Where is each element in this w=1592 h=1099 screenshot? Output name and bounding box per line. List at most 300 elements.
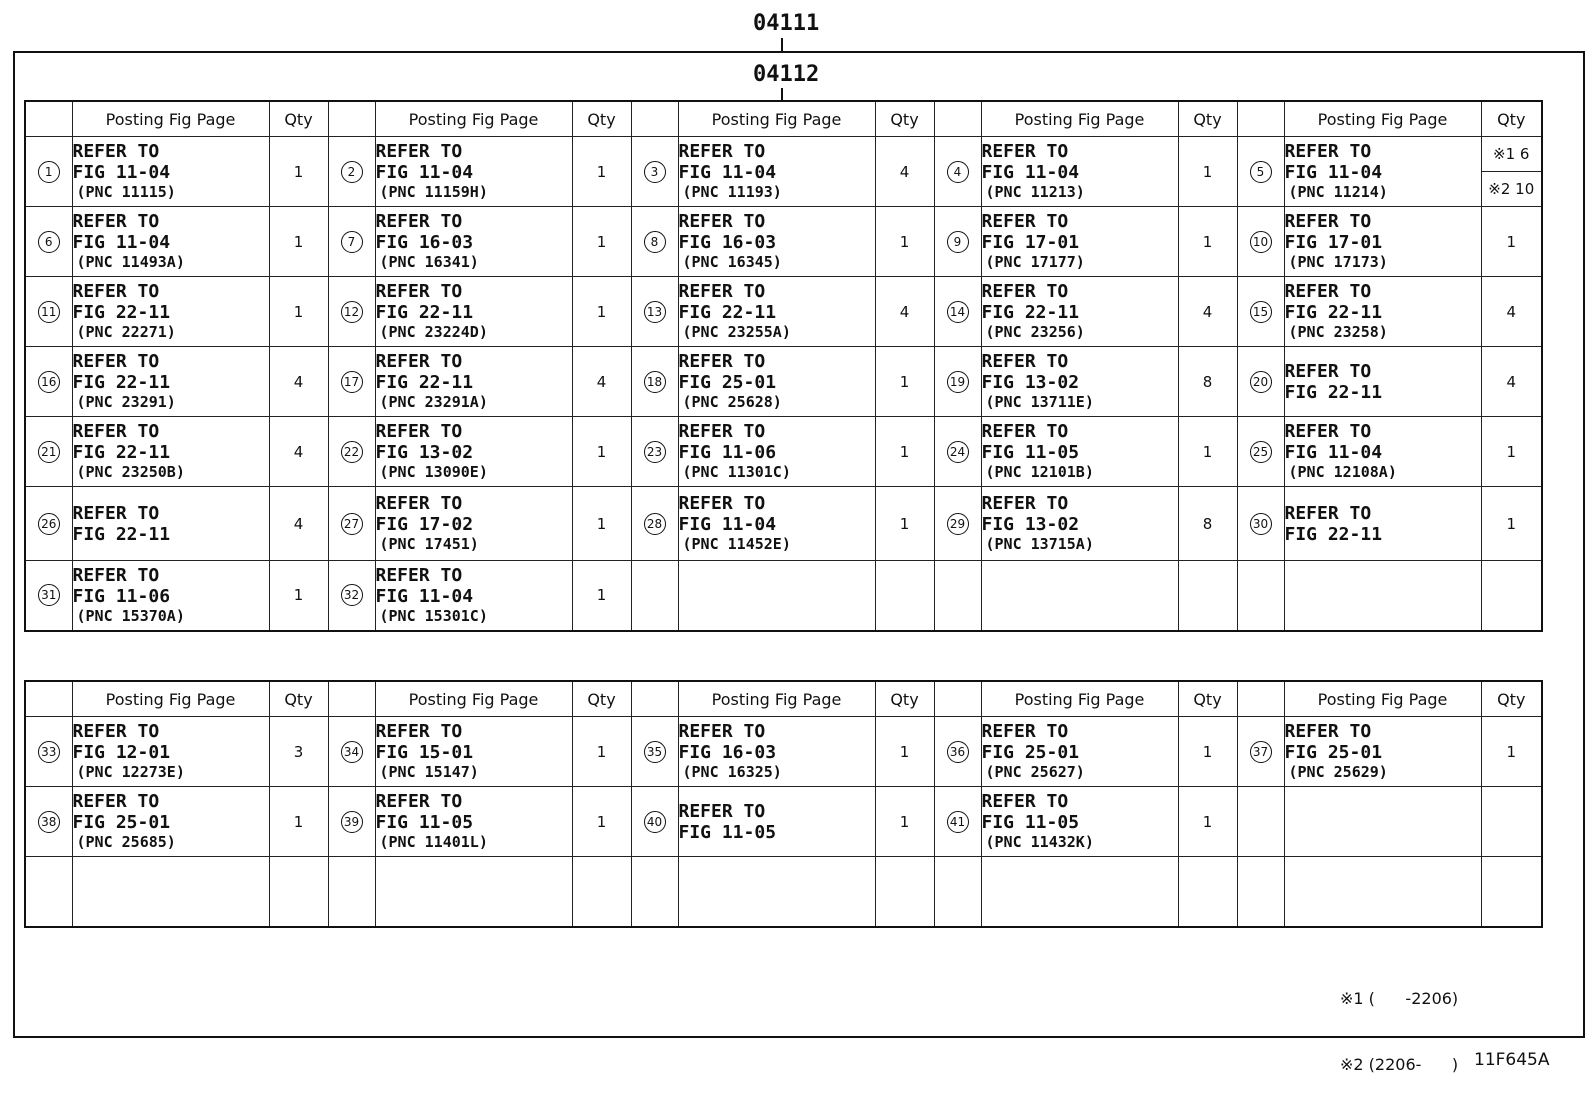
reference-cell	[981, 207, 1178, 277]
item-number-circle: 3	[644, 161, 666, 183]
item-number-circle: 18	[644, 371, 666, 393]
header-qty: Qty	[1481, 681, 1542, 717]
item-number-cell	[934, 487, 981, 561]
item-number-cell	[1237, 487, 1284, 561]
item-number-cell	[25, 561, 72, 631]
refer-text: REFER TO	[1284, 211, 1372, 232]
reference-cell	[678, 787, 875, 857]
qty-cell: 1	[875, 417, 934, 487]
item-number-cell	[25, 347, 72, 417]
refer-text: REFER TO	[678, 211, 766, 232]
item-number-circle: 14	[947, 301, 969, 323]
item-number-cell	[631, 717, 678, 787]
qty-cell	[1178, 561, 1237, 631]
pnc-reference: (PNC 13711E)	[985, 393, 1094, 411]
item-number-circle: 19	[947, 371, 969, 393]
item-number-cell	[631, 487, 678, 561]
qty-cell: 1	[1481, 417, 1542, 487]
item-number-circle: 40	[644, 811, 666, 833]
item-number-circle: 29	[947, 513, 969, 535]
reference-cell	[981, 487, 1178, 561]
item-number-circle: 24	[947, 441, 969, 463]
header-qty: Qty	[1481, 101, 1542, 137]
item-number-cell	[934, 717, 981, 787]
pnc-reference: (PNC 15301C)	[379, 606, 488, 625]
table-row	[25, 277, 1542, 347]
fig-reference: FIG 25-01	[72, 812, 171, 833]
fig-reference: FIG 22-11	[981, 302, 1080, 323]
fig-reference: FIG 25-01	[678, 372, 777, 393]
fig-reference: FIG 11-04	[375, 162, 474, 183]
qty-cell: 1	[572, 137, 631, 207]
item-number-circle: 27	[341, 513, 363, 535]
qty-cell: 1	[1481, 717, 1542, 787]
header-posting: Posting Fig Page	[678, 101, 875, 137]
qty-cell: 3	[269, 717, 328, 787]
item-number-cell	[934, 347, 981, 417]
item-number-circle: 25	[1250, 441, 1272, 463]
pnc-reference: (PNC 23291A)	[379, 393, 488, 411]
fig-reference: FIG 13-02	[981, 514, 1080, 535]
qty-cell: 4	[572, 347, 631, 417]
item-number-cell	[934, 561, 981, 631]
fig-reference: FIG 22-11	[72, 372, 171, 393]
pnc-reference: (PNC 13715A)	[985, 535, 1094, 553]
item-number-circle: 8	[644, 231, 666, 253]
qty-cell: 1	[269, 137, 328, 207]
qty-cell: 1	[572, 717, 631, 787]
fig-reference: FIG 11-04	[1284, 162, 1383, 183]
table-row	[25, 417, 1542, 487]
pnc-reference: (PNC 15147)	[379, 763, 479, 781]
pnc-reference: (PNC 25628)	[682, 393, 782, 411]
qty-cell: 4	[1178, 277, 1237, 347]
refer-text: REFER TO	[72, 564, 160, 586]
refer-text: REFER TO	[678, 141, 766, 162]
pnc-reference: (PNC 12101B)	[985, 463, 1094, 481]
item-number-cell	[1237, 137, 1284, 207]
header-num	[328, 101, 375, 137]
item-number-circle: 15	[1250, 301, 1272, 323]
reference-cell	[678, 487, 875, 561]
refer-text: REFER TO	[375, 721, 463, 742]
fig-reference: FIG 11-05	[375, 812, 474, 833]
figure-code: 11F645A	[1474, 1050, 1550, 1070]
fig-reference: FIG 15-01	[375, 742, 474, 763]
header-num	[25, 101, 72, 137]
reference-cell	[1284, 857, 1481, 927]
item-number-cell	[25, 277, 72, 347]
pnc-reference: (PNC 25627)	[985, 763, 1085, 781]
reference-cell	[72, 561, 269, 631]
reference-cell	[1284, 137, 1481, 207]
qty-cell: 4	[875, 137, 934, 207]
item-number-circle: 4	[947, 161, 969, 183]
pnc-reference: (PNC 13090E)	[379, 463, 488, 481]
item-number-cell	[328, 347, 375, 417]
pnc-reference: (PNC 12108A)	[1288, 463, 1397, 481]
qty-cell: 1	[875, 487, 934, 561]
fig-reference: FIG 17-01	[981, 232, 1080, 253]
refer-text: REFER TO	[981, 351, 1069, 372]
reference-cell	[1284, 207, 1481, 277]
item-number-circle: 34	[341, 741, 363, 763]
qty-cell: 8	[1178, 487, 1237, 561]
header-num	[25, 681, 72, 717]
header-posting: Posting Fig Page	[375, 681, 572, 717]
item-number-circle: 22	[341, 441, 363, 463]
fig-reference: FIG 16-03	[375, 232, 474, 253]
fig-reference: FIG 22-11	[72, 442, 171, 463]
item-number-cell	[25, 857, 72, 927]
pnc-reference: (PNC 11432K)	[985, 833, 1094, 851]
refer-text: REFER TO	[72, 141, 160, 162]
qty-cell	[875, 857, 934, 927]
item-number-cell	[328, 787, 375, 857]
reference-cell	[375, 277, 572, 347]
refer-text: REFER TO	[981, 211, 1069, 232]
refer-text: REFER TO	[1284, 502, 1372, 524]
header-qty: Qty	[572, 681, 631, 717]
qty-cell: 1	[1178, 207, 1237, 277]
fig-reference: FIG 13-02	[981, 372, 1080, 393]
refer-text: REFER TO	[981, 421, 1069, 442]
fig-reference: FIG 11-05	[981, 812, 1080, 833]
item-number-cell	[1237, 857, 1284, 927]
item-number-circle: 17	[341, 371, 363, 393]
refer-text: REFER TO	[981, 281, 1069, 302]
qty-cell: 1	[572, 277, 631, 347]
table-row	[25, 137, 1542, 207]
item-number-cell	[934, 787, 981, 857]
table-row	[25, 347, 1542, 417]
reference-cell	[678, 347, 875, 417]
item-number-cell	[1237, 347, 1284, 417]
reference-cell	[72, 417, 269, 487]
qty-cell: 1	[572, 787, 631, 857]
fig-reference: FIG 11-04	[375, 585, 474, 607]
pnc-reference: (PNC 23291)	[76, 393, 176, 411]
reference-cell	[72, 347, 269, 417]
pnc-reference: (PNC 23256)	[985, 323, 1085, 341]
qty-cell: 1	[572, 207, 631, 277]
qty-variant: ※1 6	[1493, 145, 1530, 163]
qty-cell: 4	[269, 487, 328, 561]
item-number-cell	[631, 561, 678, 631]
refer-text: REFER TO	[375, 421, 463, 442]
item-number-circle: 7	[341, 231, 363, 253]
header-posting: Posting Fig Page	[375, 101, 572, 137]
item-number-cell	[328, 277, 375, 347]
refer-text: REFER TO	[72, 211, 160, 232]
refer-text: REFER TO	[1284, 281, 1372, 302]
pnc-reference: (PNC 16341)	[379, 253, 479, 271]
item-number-cell	[1237, 787, 1284, 857]
pnc-reference: (PNC 23224D)	[379, 323, 488, 341]
refer-text: REFER TO	[375, 351, 463, 372]
refer-text: REFER TO	[1284, 421, 1372, 442]
qty-cell: 1	[1178, 787, 1237, 857]
reference-cell	[1284, 417, 1481, 487]
note-2: ※2 (2206- )	[1340, 1055, 1459, 1074]
refer-text: REFER TO	[375, 791, 463, 812]
refer-text: REFER TO	[981, 141, 1069, 162]
refer-text: REFER TO	[72, 721, 160, 742]
reference-cell	[678, 561, 875, 631]
qty-cell: 4	[269, 417, 328, 487]
header-num	[631, 101, 678, 137]
item-number-circle: 39	[341, 811, 363, 833]
fig-reference: FIG 11-04	[1284, 442, 1383, 463]
item-number-cell	[25, 207, 72, 277]
reference-cell	[981, 857, 1178, 927]
qty-split-cell	[1481, 137, 1542, 207]
item-number-circle: 6	[38, 231, 60, 253]
refer-text: REFER TO	[72, 791, 160, 812]
pnc-reference: (PNC 25685)	[76, 833, 176, 851]
reference-cell	[375, 137, 572, 207]
refer-text: REFER TO	[981, 493, 1069, 514]
header-posting: Posting Fig Page	[981, 681, 1178, 717]
item-number-cell	[1237, 417, 1284, 487]
item-number-circle: 13	[644, 301, 666, 323]
reference-cell	[981, 717, 1178, 787]
item-number-cell	[934, 417, 981, 487]
item-number-cell	[631, 277, 678, 347]
qty-cell: 8	[1178, 347, 1237, 417]
item-number-circle: 35	[644, 741, 666, 763]
posting-table-1	[24, 100, 1543, 632]
fig-reference: FIG 22-11	[375, 302, 474, 323]
item-number-circle: 16	[38, 371, 60, 393]
fig-reference: FIG 22-11	[72, 302, 171, 323]
qty-cell	[1481, 561, 1542, 631]
reference-cell	[981, 347, 1178, 417]
fig-reference: FIG 22-11	[375, 372, 474, 393]
item-number-circle: 12	[341, 301, 363, 323]
item-number-circle: 9	[947, 231, 969, 253]
header-qty: Qty	[1178, 681, 1237, 717]
refer-text: REFER TO	[678, 421, 766, 442]
header-num	[1237, 101, 1284, 137]
qty-cell	[269, 857, 328, 927]
item-number-circle: 26	[38, 513, 60, 535]
reference-cell	[1284, 347, 1481, 417]
pnc-reference: (PNC 11493A)	[76, 253, 185, 271]
leader-outer	[781, 38, 783, 51]
qty-cell: 4	[875, 277, 934, 347]
qty-cell	[572, 857, 631, 927]
qty-cell: 1	[875, 787, 934, 857]
fig-reference: FIG 16-03	[678, 742, 777, 763]
refer-text: REFER TO	[72, 281, 160, 302]
pnc-reference: (PNC 16345)	[682, 253, 782, 271]
pnc-reference: (PNC 23255A)	[682, 323, 791, 341]
header-posting: Posting Fig Page	[1284, 681, 1481, 717]
refer-text: REFER TO	[375, 564, 463, 586]
pnc-reference: (PNC 12273E)	[76, 763, 185, 781]
qty-cell	[1481, 857, 1542, 927]
item-number-circle: 41	[947, 811, 969, 833]
item-number-circle: 23	[644, 441, 666, 463]
qty-cell: 1	[269, 207, 328, 277]
qty-cell: 1	[875, 347, 934, 417]
item-number-circle: 37	[1250, 741, 1272, 763]
qty-cell: 1	[1178, 137, 1237, 207]
fig-reference: FIG 22-11	[1284, 381, 1383, 403]
header-num	[1237, 681, 1284, 717]
qty-cell: 1	[875, 717, 934, 787]
item-number-cell	[328, 207, 375, 277]
item-number-circle: 21	[38, 441, 60, 463]
header-posting: Posting Fig Page	[981, 101, 1178, 137]
item-number-cell	[631, 347, 678, 417]
table-row	[25, 717, 1542, 787]
reference-cell	[72, 137, 269, 207]
header-qty: Qty	[269, 101, 328, 137]
header-posting: Posting Fig Page	[1284, 101, 1481, 137]
qty-cell: 1	[269, 561, 328, 631]
item-number-cell	[631, 207, 678, 277]
item-number-circle: 28	[644, 513, 666, 535]
refer-text: REFER TO	[981, 791, 1069, 812]
item-number-circle: 1	[38, 161, 60, 183]
refer-text: REFER TO	[1284, 721, 1372, 742]
pnc-reference: (PNC 11452E)	[682, 535, 791, 553]
pnc-reference: (PNC 11115)	[76, 183, 176, 201]
fig-reference: FIG 11-04	[678, 514, 777, 535]
pnc-reference: (PNC 22271)	[76, 323, 176, 341]
refer-text: REFER TO	[1284, 141, 1372, 162]
qty-cell: 1	[1481, 207, 1542, 277]
item-number-circle: 31	[38, 584, 60, 606]
item-number-circle: 2	[341, 161, 363, 183]
refer-text: REFER TO	[375, 281, 463, 302]
reference-cell	[678, 417, 875, 487]
pnc-reference: (PNC 11193)	[682, 183, 782, 201]
reference-cell	[981, 417, 1178, 487]
header-qty: Qty	[269, 681, 328, 717]
fig-reference: FIG 17-01	[1284, 232, 1383, 253]
reference-cell	[375, 717, 572, 787]
qty-cell: 4	[1481, 347, 1542, 417]
item-number-cell	[631, 417, 678, 487]
item-number-cell	[25, 717, 72, 787]
reference-cell	[375, 487, 572, 561]
fig-reference: FIG 11-04	[678, 162, 777, 183]
header-qty: Qty	[875, 681, 934, 717]
fig-reference: FIG 11-05	[678, 821, 777, 843]
qty-cell: 1	[269, 277, 328, 347]
fig-reference: FIG 22-11	[72, 523, 171, 545]
fig-reference: FIG 11-04	[72, 232, 171, 253]
item-number-circle: 20	[1250, 371, 1272, 393]
refer-text: REFER TO	[375, 493, 463, 514]
pnc-reference: (PNC 16325)	[682, 763, 782, 781]
item-number-circle: 32	[341, 584, 363, 606]
header-num	[328, 681, 375, 717]
reference-cell	[72, 787, 269, 857]
refer-text: REFER TO	[72, 502, 160, 524]
qty-cell: 1	[572, 417, 631, 487]
reference-cell	[72, 857, 269, 927]
refer-text: REFER TO	[375, 141, 463, 162]
reference-cell	[678, 207, 875, 277]
item-number-cell	[328, 857, 375, 927]
posting-table-2	[24, 680, 1543, 928]
fig-reference: FIG 11-06	[72, 585, 171, 607]
reference-cell	[1284, 717, 1481, 787]
pnc-reference: (PNC 17177)	[985, 253, 1085, 271]
header-num	[934, 681, 981, 717]
refer-text: REFER TO	[1284, 360, 1372, 382]
refer-text: REFER TO	[981, 721, 1069, 742]
item-number-cell	[631, 787, 678, 857]
pnc-reference: (PNC 11401L)	[379, 833, 488, 851]
qty-cell	[1481, 787, 1542, 857]
reference-cell	[72, 207, 269, 277]
qty-cell: 1	[1178, 417, 1237, 487]
header-qty: Qty	[875, 101, 934, 137]
qty-cell: 1	[269, 787, 328, 857]
reference-cell	[678, 717, 875, 787]
qty-variant: ※2 10	[1482, 171, 1542, 206]
item-number-cell	[1237, 717, 1284, 787]
refer-text: REFER TO	[72, 421, 160, 442]
fig-reference: FIG 22-11	[1284, 523, 1383, 545]
pnc-reference: (PNC 17173)	[1288, 253, 1388, 271]
refer-text: REFER TO	[678, 800, 766, 822]
item-number-circle: 5	[1250, 161, 1272, 183]
pnc-reference: (PNC 25629)	[1288, 763, 1388, 781]
pnc-reference: (PNC 11301C)	[682, 463, 791, 481]
label-inner: 04112	[753, 62, 820, 87]
fig-reference: FIG 11-06	[678, 442, 777, 463]
qty-cell	[1178, 857, 1237, 927]
reference-cell	[72, 487, 269, 561]
reference-cell	[375, 787, 572, 857]
refer-text: REFER TO	[375, 211, 463, 232]
reference-cell	[72, 717, 269, 787]
item-number-circle: 10	[1250, 231, 1272, 253]
fig-reference: FIG 25-01	[981, 742, 1080, 763]
reference-cell	[375, 857, 572, 927]
item-number-cell	[328, 717, 375, 787]
header-row	[25, 681, 1542, 717]
item-number-circle: 36	[947, 741, 969, 763]
fig-reference: FIG 11-04	[981, 162, 1080, 183]
header-qty: Qty	[572, 101, 631, 137]
qty-cell: 1	[572, 487, 631, 561]
reference-cell	[981, 137, 1178, 207]
qty-cell: 1	[875, 207, 934, 277]
pnc-reference: (PNC 17451)	[379, 535, 479, 553]
item-number-cell	[631, 857, 678, 927]
pnc-reference: (PNC 23258)	[1288, 323, 1388, 341]
reference-cell	[1284, 787, 1481, 857]
table-row	[25, 207, 1542, 277]
reference-cell	[981, 561, 1178, 631]
item-number-circle: 38	[38, 811, 60, 833]
refer-text: REFER TO	[678, 351, 766, 372]
item-number-cell	[631, 137, 678, 207]
refer-text: REFER TO	[678, 721, 766, 742]
item-number-cell	[934, 137, 981, 207]
fig-reference: FIG 11-04	[72, 162, 171, 183]
qty-cell: 4	[269, 347, 328, 417]
reference-cell	[678, 857, 875, 927]
label-outer: 04111	[753, 11, 820, 36]
